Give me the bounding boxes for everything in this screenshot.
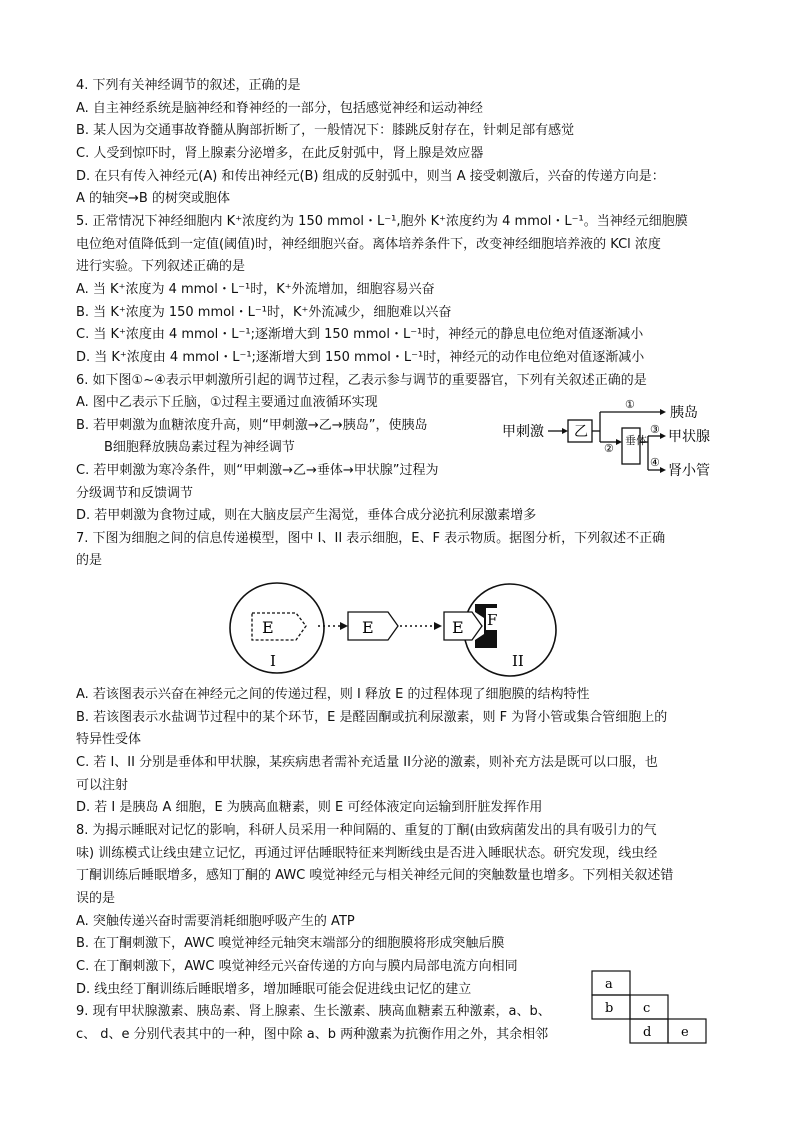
cell-i-label: I — [270, 652, 276, 670]
q7-stem-line1: 7. 下图为细胞之间的信息传递模型，图中 I、II 表示细胞，E、F 表示物质。据图分析，下列叙述不正确 — [76, 531, 666, 546]
step-1-label: ① — [625, 398, 635, 411]
stimulus-label: 甲刺激 — [502, 424, 544, 440]
q8-stem-line1: 8. 为揭示睡眠对记忆的影响，科研人员采用一种间隔的、重复的丁酮(由致病菌发出的具有吸引力的气 — [76, 823, 657, 838]
organ-label: 乙 — [574, 424, 588, 440]
receptor-f-label: F — [487, 611, 498, 629]
q6-stem: 6. 如下图①~④表示甲刺激所引起的调节过程，乙表示参与调节的重要器官，下列有关叙述正确的是 — [76, 373, 647, 388]
q9-stem-line2: c、 d、e 分别代表其中的一种，图中除 a、b 两种激素为抗衡作用之外，其余相邻 — [76, 1027, 549, 1042]
hormone-grid — [591, 970, 711, 1046]
q8-option-b: B. 在丁酮刺激下，AWC 嗅觉神经元轴突末端部分的细胞膜将形成突触后膜 — [76, 936, 505, 951]
q4-stem: 4. 下列有关神经调节的叙述，正确的是 — [76, 78, 301, 93]
arrow-head — [660, 467, 666, 473]
cell-signaling-diagram — [222, 578, 567, 682]
substance-e-label: E — [452, 618, 464, 637]
grid-label-c: c — [643, 1001, 651, 1016]
regulation-diagram — [500, 398, 730, 478]
q7-stem-line2: 的是 — [76, 553, 103, 568]
renal-tubule-label: 肾小管 — [668, 463, 710, 478]
step-3-label: ③ — [650, 423, 660, 436]
q6-option-c-line2: 分级调节和反馈调节 — [76, 486, 194, 501]
q5-option-a: A. 当 K⁺浓度为 4 mmol・L⁻¹时，K⁺外流增加，细胞容易兴奋 — [76, 282, 435, 297]
arrow-head — [660, 409, 666, 415]
q5-option-c: C. 当 K⁺浓度由 4 mmol・L⁻¹;逐渐增大到 150 mmol・L⁻¹时，神经元的静息电位绝对值逐渐减小 — [76, 327, 644, 342]
q6-option-c-line1: C. 若甲刺激为寒冷条件，则“甲刺激→乙→垂体→甲状腺”过程为 — [76, 463, 439, 478]
transport-arrow-head — [434, 622, 442, 630]
q5-stem-line3: 进行实验。下列叙述正确的是 — [76, 259, 246, 274]
cell-ii-label: II — [512, 652, 524, 670]
grid-label-b: b — [605, 1001, 614, 1016]
q7-option-c-line1: C. 若 I、II 分别是垂体和甲状腺，某疾病患者需补充适量 II分泌的激素，则补充方法是既可以口服，也 — [76, 755, 658, 770]
q4-option-c: C. 人受到惊吓时，肾上腺素分泌增多，在此反射弧中，肾上腺是效应器 — [76, 146, 484, 161]
q5-stem-line1: 5. 正常情况下神经细胞内 K⁺浓度约为 150 mmol・L⁻¹,胞外 K⁺浓度约为 4 mmol・L⁻¹。当神经元细胞膜 — [76, 214, 688, 229]
pancreatic-islet-label: 胰岛 — [670, 405, 698, 421]
thyroid-label: 甲状腺 — [668, 429, 710, 445]
pituitary-label: 垂体 — [625, 434, 647, 447]
q5-option-d: D. 当 K⁺浓度由 4 mmol・L⁻¹;逐渐增大到 150 mmol・L⁻¹时，神经元的动作电位绝对值逐渐减小 — [76, 350, 645, 365]
q7-option-a: A. 若该图表示兴奋在神经元之间的传递过程，则 I 释放 E 的过程体现了细胞膜的结构特性 — [76, 687, 590, 702]
q5-option-b: B. 当 K⁺浓度为 150 mmol・L⁻¹时，K⁺外流减少，细胞难以兴奋 — [76, 305, 452, 320]
q6-option-b-line2: B细胞释放胰岛素过程为神经调节 — [104, 440, 295, 455]
step-2-label: ② — [604, 442, 614, 455]
substance-e-label: E — [262, 618, 274, 637]
step-4-label: ④ — [650, 456, 660, 469]
q9-stem-line1: 9. 现有甲状腺激素、胰岛素、肾上腺素、生长激素、胰高血糖素五种激素，a、b、 — [76, 1004, 551, 1019]
arrow-head — [562, 428, 568, 434]
q4-option-d-line1: D. 在只有传入神经元(A) 和传出神经元(B) 组成的反射弧中，则当 A 接受刺激后，兴奋的传递方向是： — [76, 169, 665, 184]
q4-option-d-line2: A 的轴突→B 的树突或胞体 — [76, 191, 230, 206]
q8-stem-line2: 味) 训练模式让线虫建立记忆，再通过评估睡眠特征来判断线虫是否进入睡眠状态。研究发现，线虫经 — [76, 846, 658, 861]
q4-option-b: B. 某人因为交通事故脊髓从胸部折断了，一般情况下：膝跳反射存在，针刺足部有感觉 — [76, 123, 575, 138]
vesicle-e-1 — [252, 613, 306, 640]
q7-option-b-line1: B. 若该图表示水盐调节过程中的某个环节，E 是醛固酮或抗利尿激素，则 F 为肾小管或集合管细胞上的 — [76, 710, 668, 725]
q6-option-b-line1: B. 若甲刺激为血糖浓度升高，则“甲刺激→乙→胰岛”，使胰岛 — [76, 418, 428, 433]
grid-label-a: a — [605, 977, 613, 992]
grid-label-d: d — [643, 1025, 652, 1040]
q6-option-a: A. 图中乙表示下丘脑，①过程主要通过血液循环实现 — [76, 395, 378, 410]
transport-arrow-head — [340, 622, 348, 630]
arrow-head — [660, 433, 666, 439]
q8-option-d: D. 线虫经丁酮训练后睡眠增多，增加睡眠可能会促进线虫记忆的建立 — [76, 982, 472, 997]
q8-option-c: C. 在丁酮刺激下，AWC 嗅觉神经元兴奋传递的方向与膜内局部电流方向相同 — [76, 959, 518, 974]
q5-stem-line2: 电位绝对值降低到一定值(阈值)时，神经细胞兴奋。离体培养条件下，改变神经细胞培养液的 KCl 浓度 — [76, 237, 661, 252]
q7-option-b-line2: 特异性受体 — [76, 732, 142, 747]
q8-stem-line3: 丁酮训练后睡眠增多，感知丁酮的 AWC 嗅觉神经元与相关神经元间的突触数量也增多。下列相关叙述错 — [76, 868, 674, 883]
q8-option-a: A. 突触传递兴奋时需要消耗细胞呼吸产生的 ATP — [76, 914, 355, 929]
q8-stem-line4: 误的是 — [76, 891, 116, 906]
q7-option-c-line2: 可以注射 — [76, 778, 129, 793]
q7-option-d: D. 若 I 是胰岛 A 细胞，E 为胰高血糖素，则 E 可经体液定向运输到肝脏发挥作用 — [76, 800, 543, 815]
q4-option-a: A. 自主神经系统是脑神经和脊神经的一部分，包括感觉神经和运动神经 — [76, 101, 483, 116]
grid-label-e: e — [681, 1025, 689, 1040]
substance-e-label: E — [362, 618, 374, 637]
q6-option-d: D. 若甲刺激为食物过咸，则在大脑皮层产生渴觉，垂体合成分泌抗利尿激素增多 — [76, 508, 537, 523]
arrow-head — [616, 439, 622, 445]
